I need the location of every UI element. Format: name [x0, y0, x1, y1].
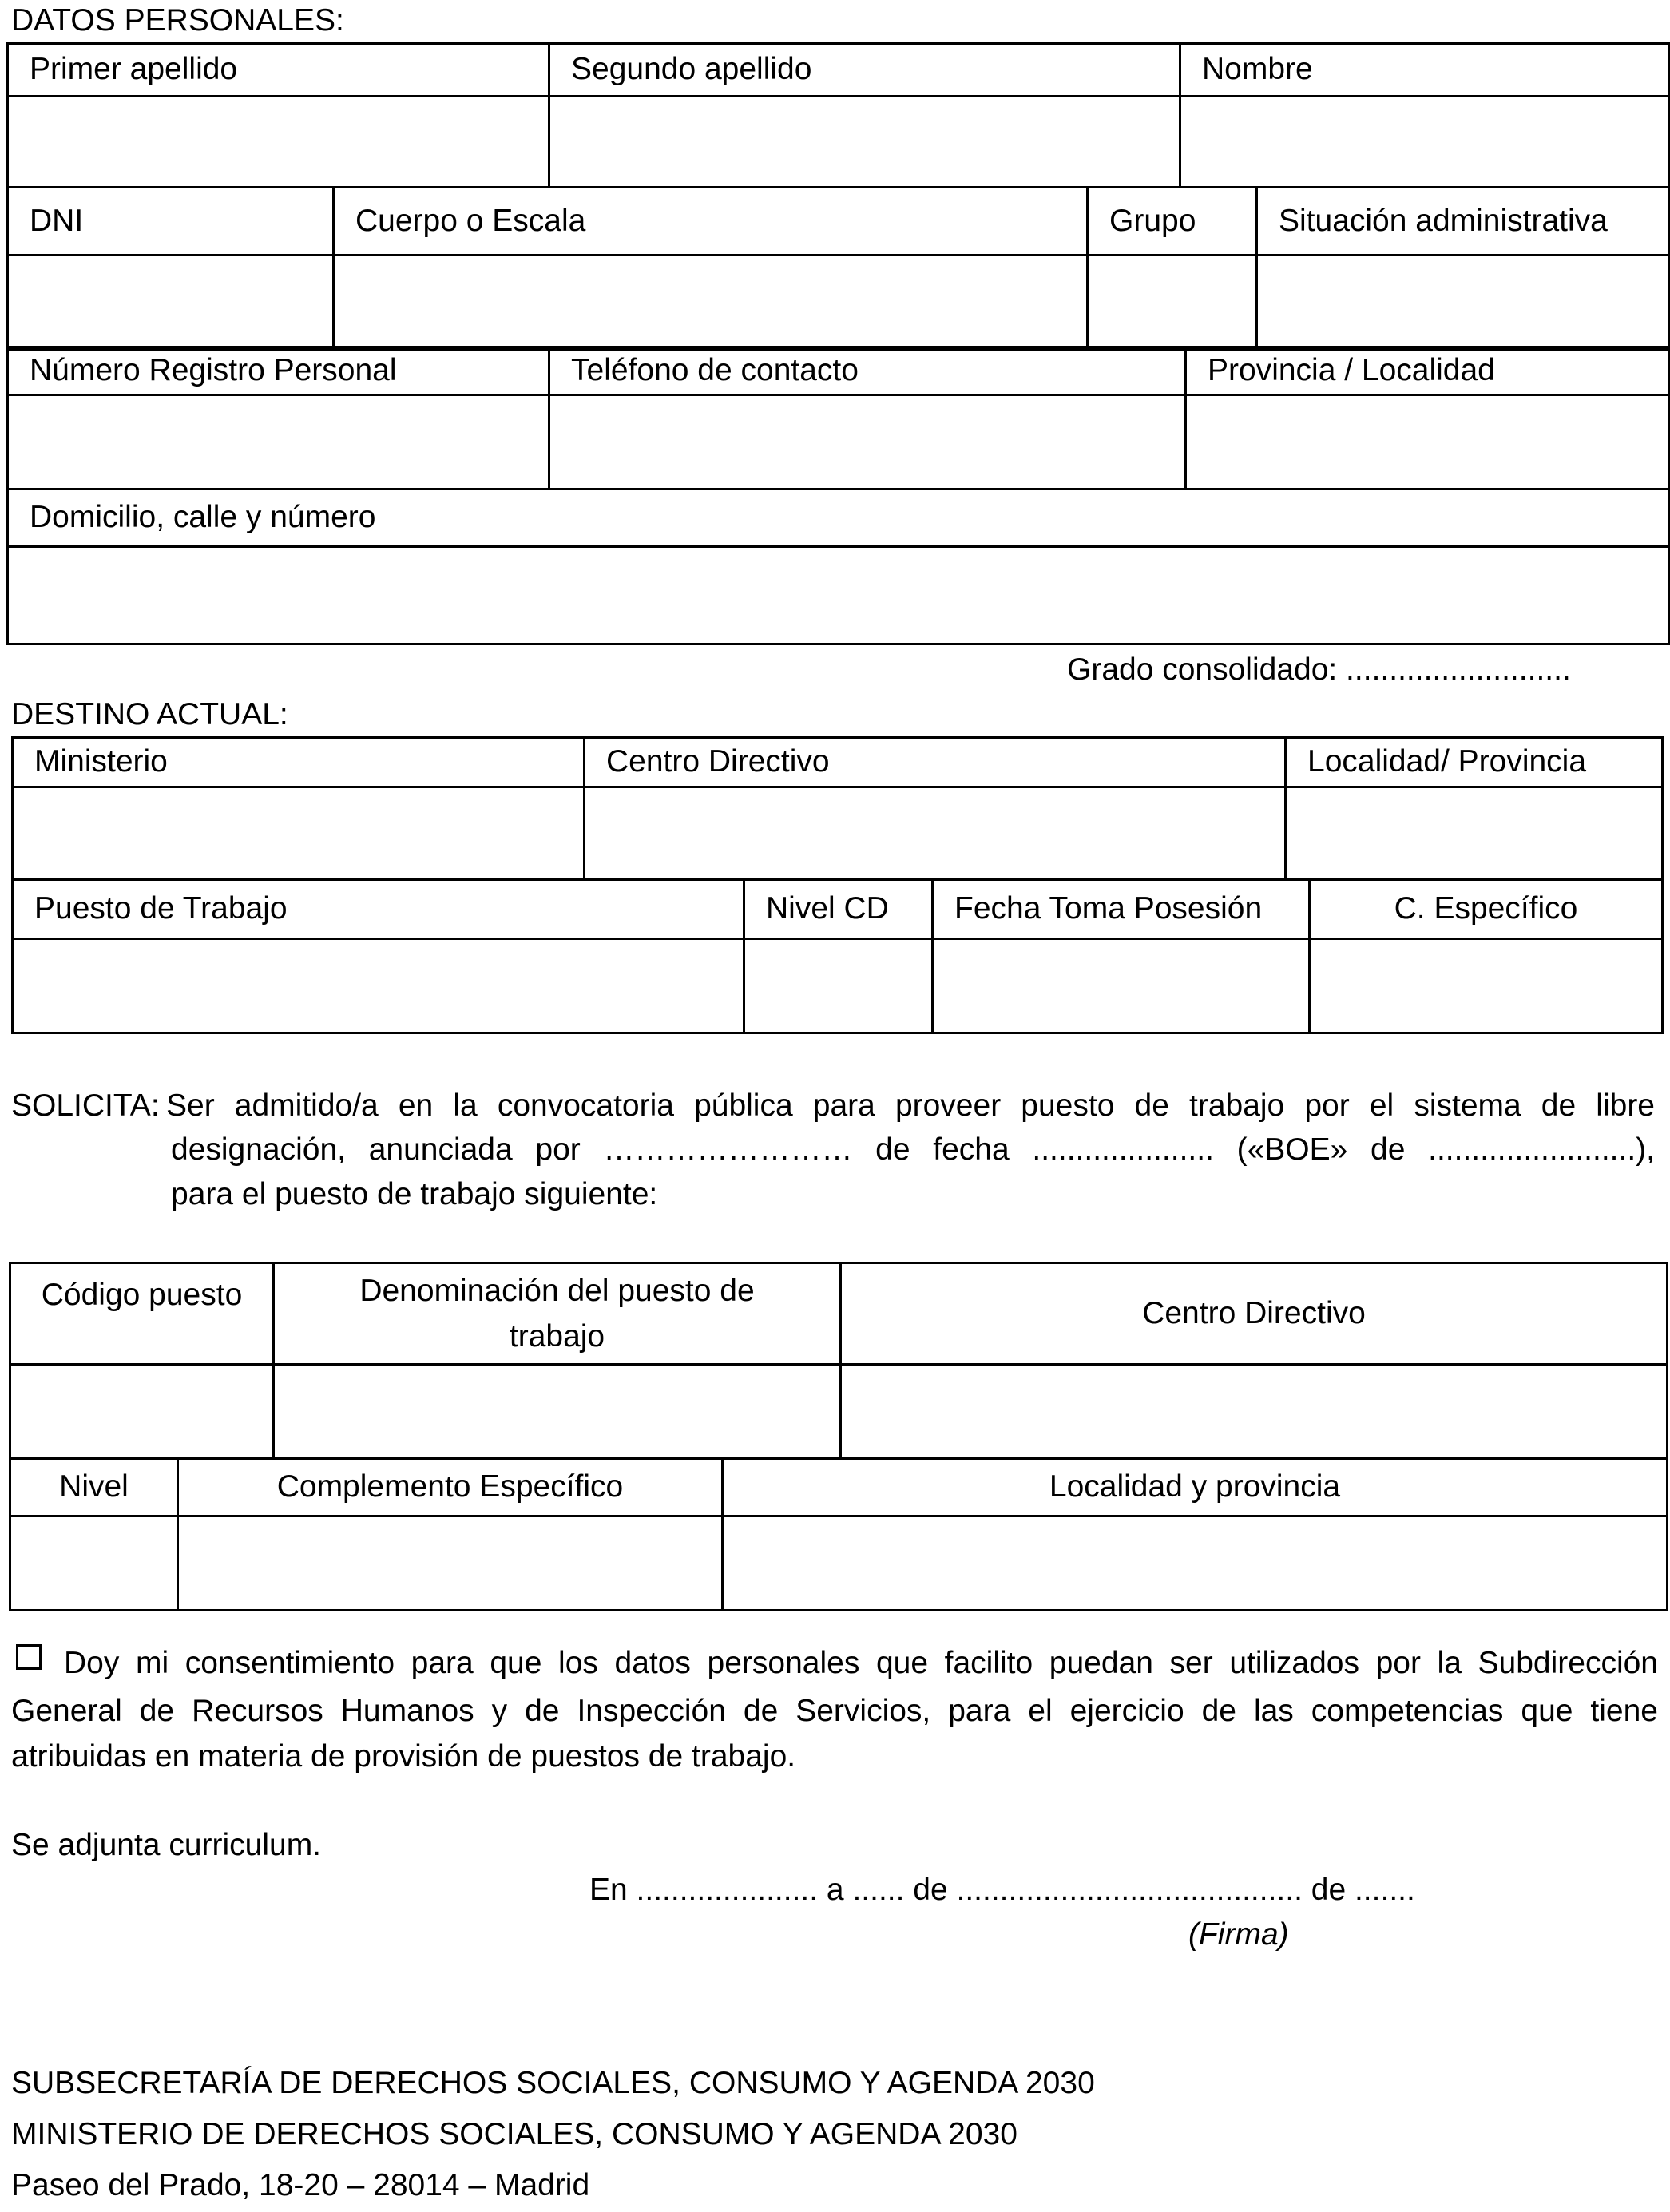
- primer-apellido-field[interactable]: [8, 97, 549, 188]
- puesto-solicitado-table-2: [9, 1457, 1668, 1611]
- nivel-field[interactable]: [10, 1516, 178, 1611]
- destino-actual-heading: DESTINO ACTUAL:: [11, 697, 288, 731]
- datos-personales-table-2: [6, 186, 1670, 351]
- complemento-label: Complemento Específico: [178, 1459, 723, 1516]
- solicita-line-2: designación, anunciada por …………………… de fecha ..................... («BOE» de ........................),: [171, 1132, 1655, 1167]
- datos-personales-heading: DATOS PERSONALES:: [11, 3, 344, 38]
- localidad-provincia-solicitado-field[interactable]: [723, 1516, 1668, 1611]
- primer-apellido-label: Primer apellido: [8, 44, 549, 97]
- grupo-field[interactable]: [1088, 256, 1257, 350]
- telefono-label: Teléfono de contacto: [549, 347, 1186, 395]
- destino-actual-table-2: [11, 878, 1664, 1034]
- centro-directivo-field[interactable]: [585, 787, 1286, 880]
- c-especifico-label: C. Específico: [1310, 880, 1663, 939]
- grado-consolidado: Grado consolidado: ..........................: [1067, 652, 1571, 687]
- centro-directivo-solicitado-field[interactable]: [841, 1365, 1668, 1459]
- nrp-label: Número Registro Personal: [8, 347, 549, 395]
- ministerio-field[interactable]: [13, 787, 585, 880]
- lugar-fecha-line: En ..................... a ...... de ........................................ de .......: [589, 1873, 1415, 1907]
- grupo-label: Grupo: [1088, 188, 1257, 256]
- solicita-lead: SOLICITA:: [11, 1088, 160, 1123]
- nivel-cd-label: Nivel CD: [744, 880, 933, 939]
- provincia-localidad-label: Provincia / Localidad: [1186, 347, 1669, 395]
- nivel-cd-field[interactable]: [744, 939, 933, 1033]
- footer-direccion: Paseo del Prado, 18-20 – 28014 – Madrid: [11, 2168, 590, 2202]
- consent-line-2: General de Recursos Humanos y de Inspección de Servicios, para el ejercicio de las competencias que tiene: [11, 1694, 1658, 1728]
- centro-directivo-solicitado-label: Centro Directivo: [841, 1263, 1668, 1365]
- localidad-provincia-field[interactable]: [1286, 787, 1663, 880]
- footer-subsecretaria: SUBSECRETARÍA DE DERECHOS SOCIALES, CONSUMO Y AGENDA 2030: [11, 2066, 1095, 2100]
- nrp-field[interactable]: [8, 395, 549, 490]
- cuerpo-escala-label: Cuerpo o Escala: [334, 188, 1088, 256]
- dni-label: DNI: [8, 188, 334, 256]
- consent-line-1: Doy mi consentimiento para que los datos personales que facilito puedan ser utilizados por la Subdirección: [64, 1646, 1658, 1680]
- consent-checkbox[interactable]: [16, 1644, 42, 1675]
- centro-directivo-label: Centro Directivo: [585, 738, 1286, 787]
- denominacion-field[interactable]: [274, 1365, 841, 1459]
- telefono-field[interactable]: [549, 395, 1186, 490]
- puesto-label: Puesto de Trabajo: [13, 880, 744, 939]
- puesto-field[interactable]: [13, 939, 744, 1033]
- provincia-localidad-field[interactable]: [1186, 395, 1669, 490]
- puesto-solicitado-table-1: [9, 1262, 1668, 1460]
- domicilio-label: Domicilio, calle y número: [8, 490, 1669, 547]
- fecha-toma-field[interactable]: [933, 939, 1310, 1033]
- localidad-provincia-label: Localidad/ Provincia: [1286, 738, 1663, 787]
- solicita-line-1: Ser admitido/a en la convocatoria pública para proveer puesto de trabajo por el sistema de libre: [166, 1088, 1655, 1123]
- datos-personales-table-1: [6, 42, 1670, 188]
- nivel-label: Nivel: [10, 1459, 178, 1516]
- domicilio-field[interactable]: [8, 547, 1669, 644]
- c-especifico-field[interactable]: [1310, 939, 1663, 1033]
- fecha-toma-label: Fecha Toma Posesión: [933, 880, 1310, 939]
- localidad-provincia-solicitado-label: Localidad y provincia: [723, 1459, 1668, 1516]
- cuerpo-escala-field[interactable]: [334, 256, 1088, 350]
- solicita-line-3: para el puesto de trabajo siguiente:: [171, 1177, 658, 1211]
- nombre-field[interactable]: [1180, 97, 1669, 188]
- destino-actual-table-1: [11, 736, 1664, 881]
- segundo-apellido-label: Segundo apellido: [549, 44, 1180, 97]
- consent-line-3: atribuidas en materia de provisión de puestos de trabajo.: [11, 1739, 796, 1774]
- codigo-puesto-label: Código puesto: [10, 1263, 274, 1365]
- complemento-field[interactable]: [178, 1516, 723, 1611]
- datos-personales-table-3: [6, 346, 1670, 645]
- ministerio-label: Ministerio: [13, 738, 585, 787]
- situacion-field[interactable]: [1257, 256, 1669, 350]
- adjunta-curriculum: Se adjunta curriculum.: [11, 1828, 322, 1862]
- segundo-apellido-field[interactable]: [549, 97, 1180, 188]
- dni-field[interactable]: [8, 256, 334, 350]
- firma-label: (Firma): [1188, 1917, 1289, 1952]
- nombre-label: Nombre: [1180, 44, 1669, 97]
- denominacion-label: Denominación del puesto de trabajo: [274, 1263, 841, 1365]
- situacion-label: Situación administrativa: [1257, 188, 1669, 256]
- codigo-puesto-field[interactable]: [10, 1365, 274, 1459]
- footer-ministerio: MINISTERIO DE DERECHOS SOCIALES, CONSUMO Y AGENDA 2030: [11, 2117, 1017, 2151]
